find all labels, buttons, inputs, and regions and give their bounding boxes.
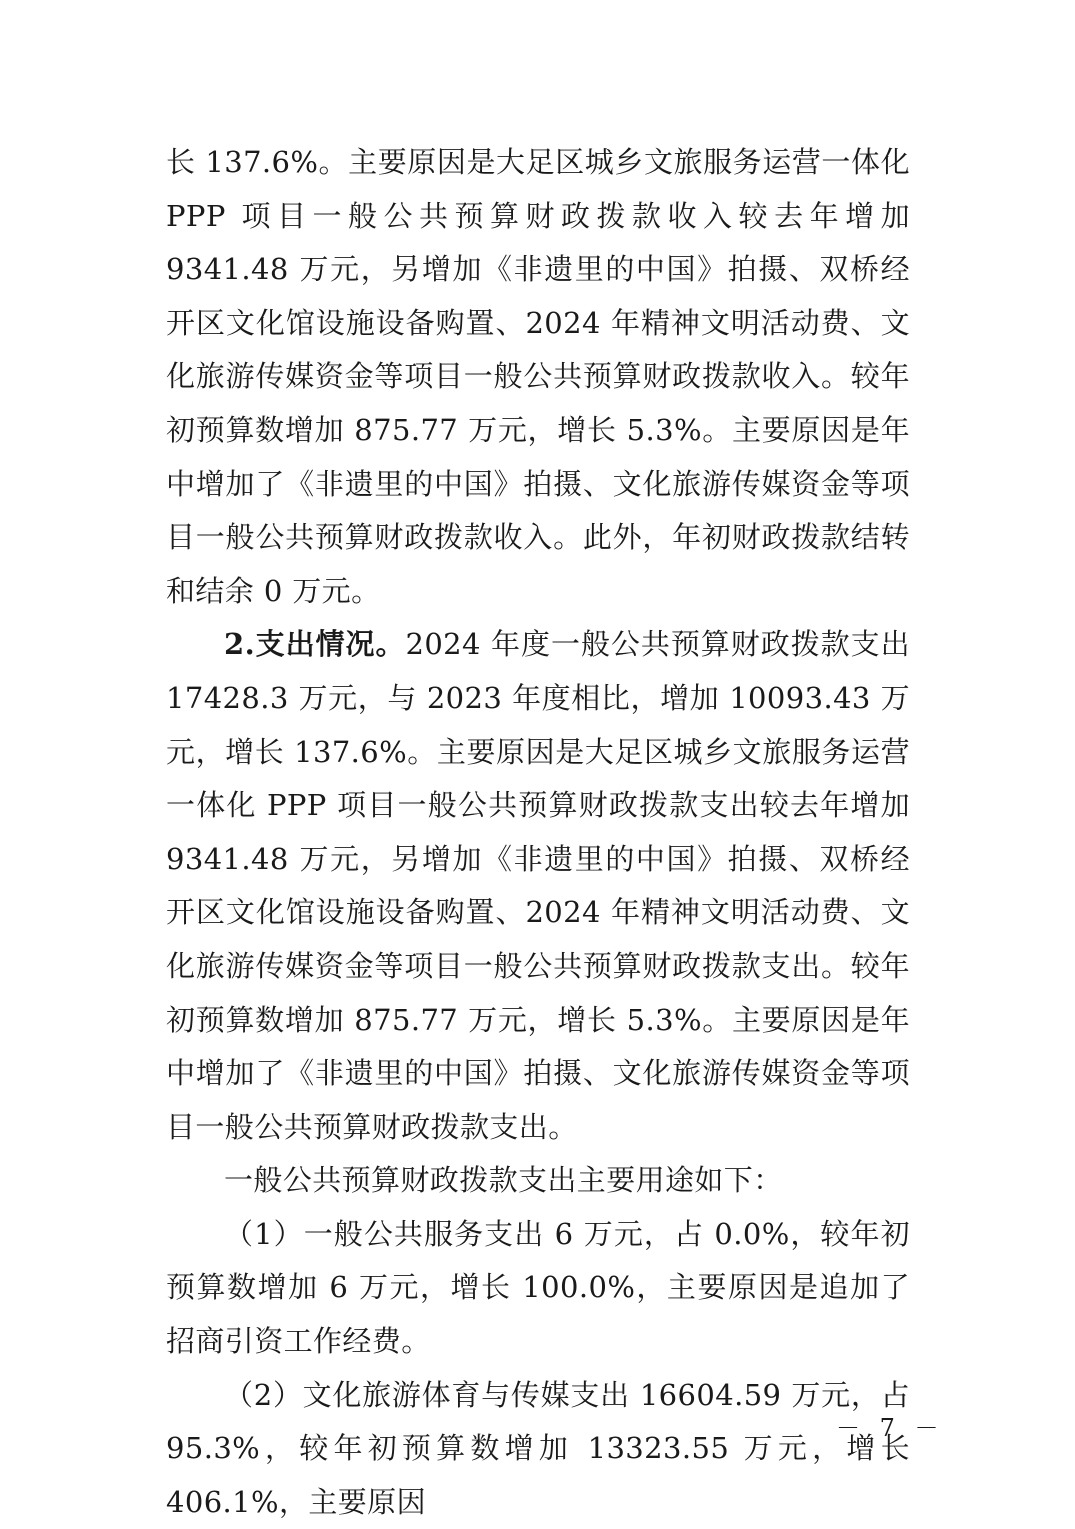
document-body <box>166 136 910 1529</box>
page-number: － 7 － <box>836 1414 945 1442</box>
paragraph-expenditure <box>166 618 910 1154</box>
paragraph-text: （2）文化旅游体育与传媒支出 16604.59 万元，占 95.3%，较年初预算数增加 13323.55 万元，增长 406.1%，主要原因 <box>166 1377 910 1519</box>
paragraph-text: （1）一般公共服务支出 6 万元，占 0.0%，较年初预算数增加 6 万元，增长 100.0%，主要原因是追加了招商引资工作经费。 <box>166 1216 910 1359</box>
paragraph-text: 一般公共预算财政拨款支出主要用途如下： <box>224 1163 783 1198</box>
section-heading: 2.支出情况。 <box>224 627 406 662</box>
paragraph-income-continuation <box>166 136 910 618</box>
paragraph-item-1 <box>166 1208 910 1369</box>
paragraph-item-2 <box>166 1369 910 1529</box>
paragraph-text: 2024 年度一般公共预算财政拨款支出 17428.3 万元，与 2023 年度相比，增加 10093.43 万元，增长 137.6%。主要原因是大足区城乡文旅服务运营一体化 PPP 项目一般公共预算财政拨款支出较去年增加 9341.48 万元，另增加《非遗里的中国》拍摄、双桥经开区文化馆设施设备购置、2024 年精神文明活动费、文化旅游传媒资金等项目一般公共预算财政拨款支出。较年初预算数增加 875.77 万元，增长 5.3%。主要原因是年中增加了《非遗里的中国》拍摄、文化旅游传媒资金等项目一般公共预算财政拨款支出。 <box>166 627 910 1144</box>
paragraph-text: 长 137.6%。主要原因是大足区城乡文旅服务运营一体化 PPP 项目一般公共预算财政拨款收入较去年增加 9341.48 万元，另增加《非遗里的中国》拍摄、双桥经开区文化馆设施设备购置、2024 年精神文明活动费、文化旅游传媒资金等项目一般公共预算财政拨款收入。较年初预算数增加 875.77 万元，增长 5.3%。主要原因是年中增加了《非遗里的中国》拍摄、文化旅游传媒资金等项目一般公共预算财政拨款收入。此外，年初财政拨款结转和结余 0 万元。 <box>166 145 910 608</box>
paragraph-uses-intro <box>166 1154 910 1208</box>
